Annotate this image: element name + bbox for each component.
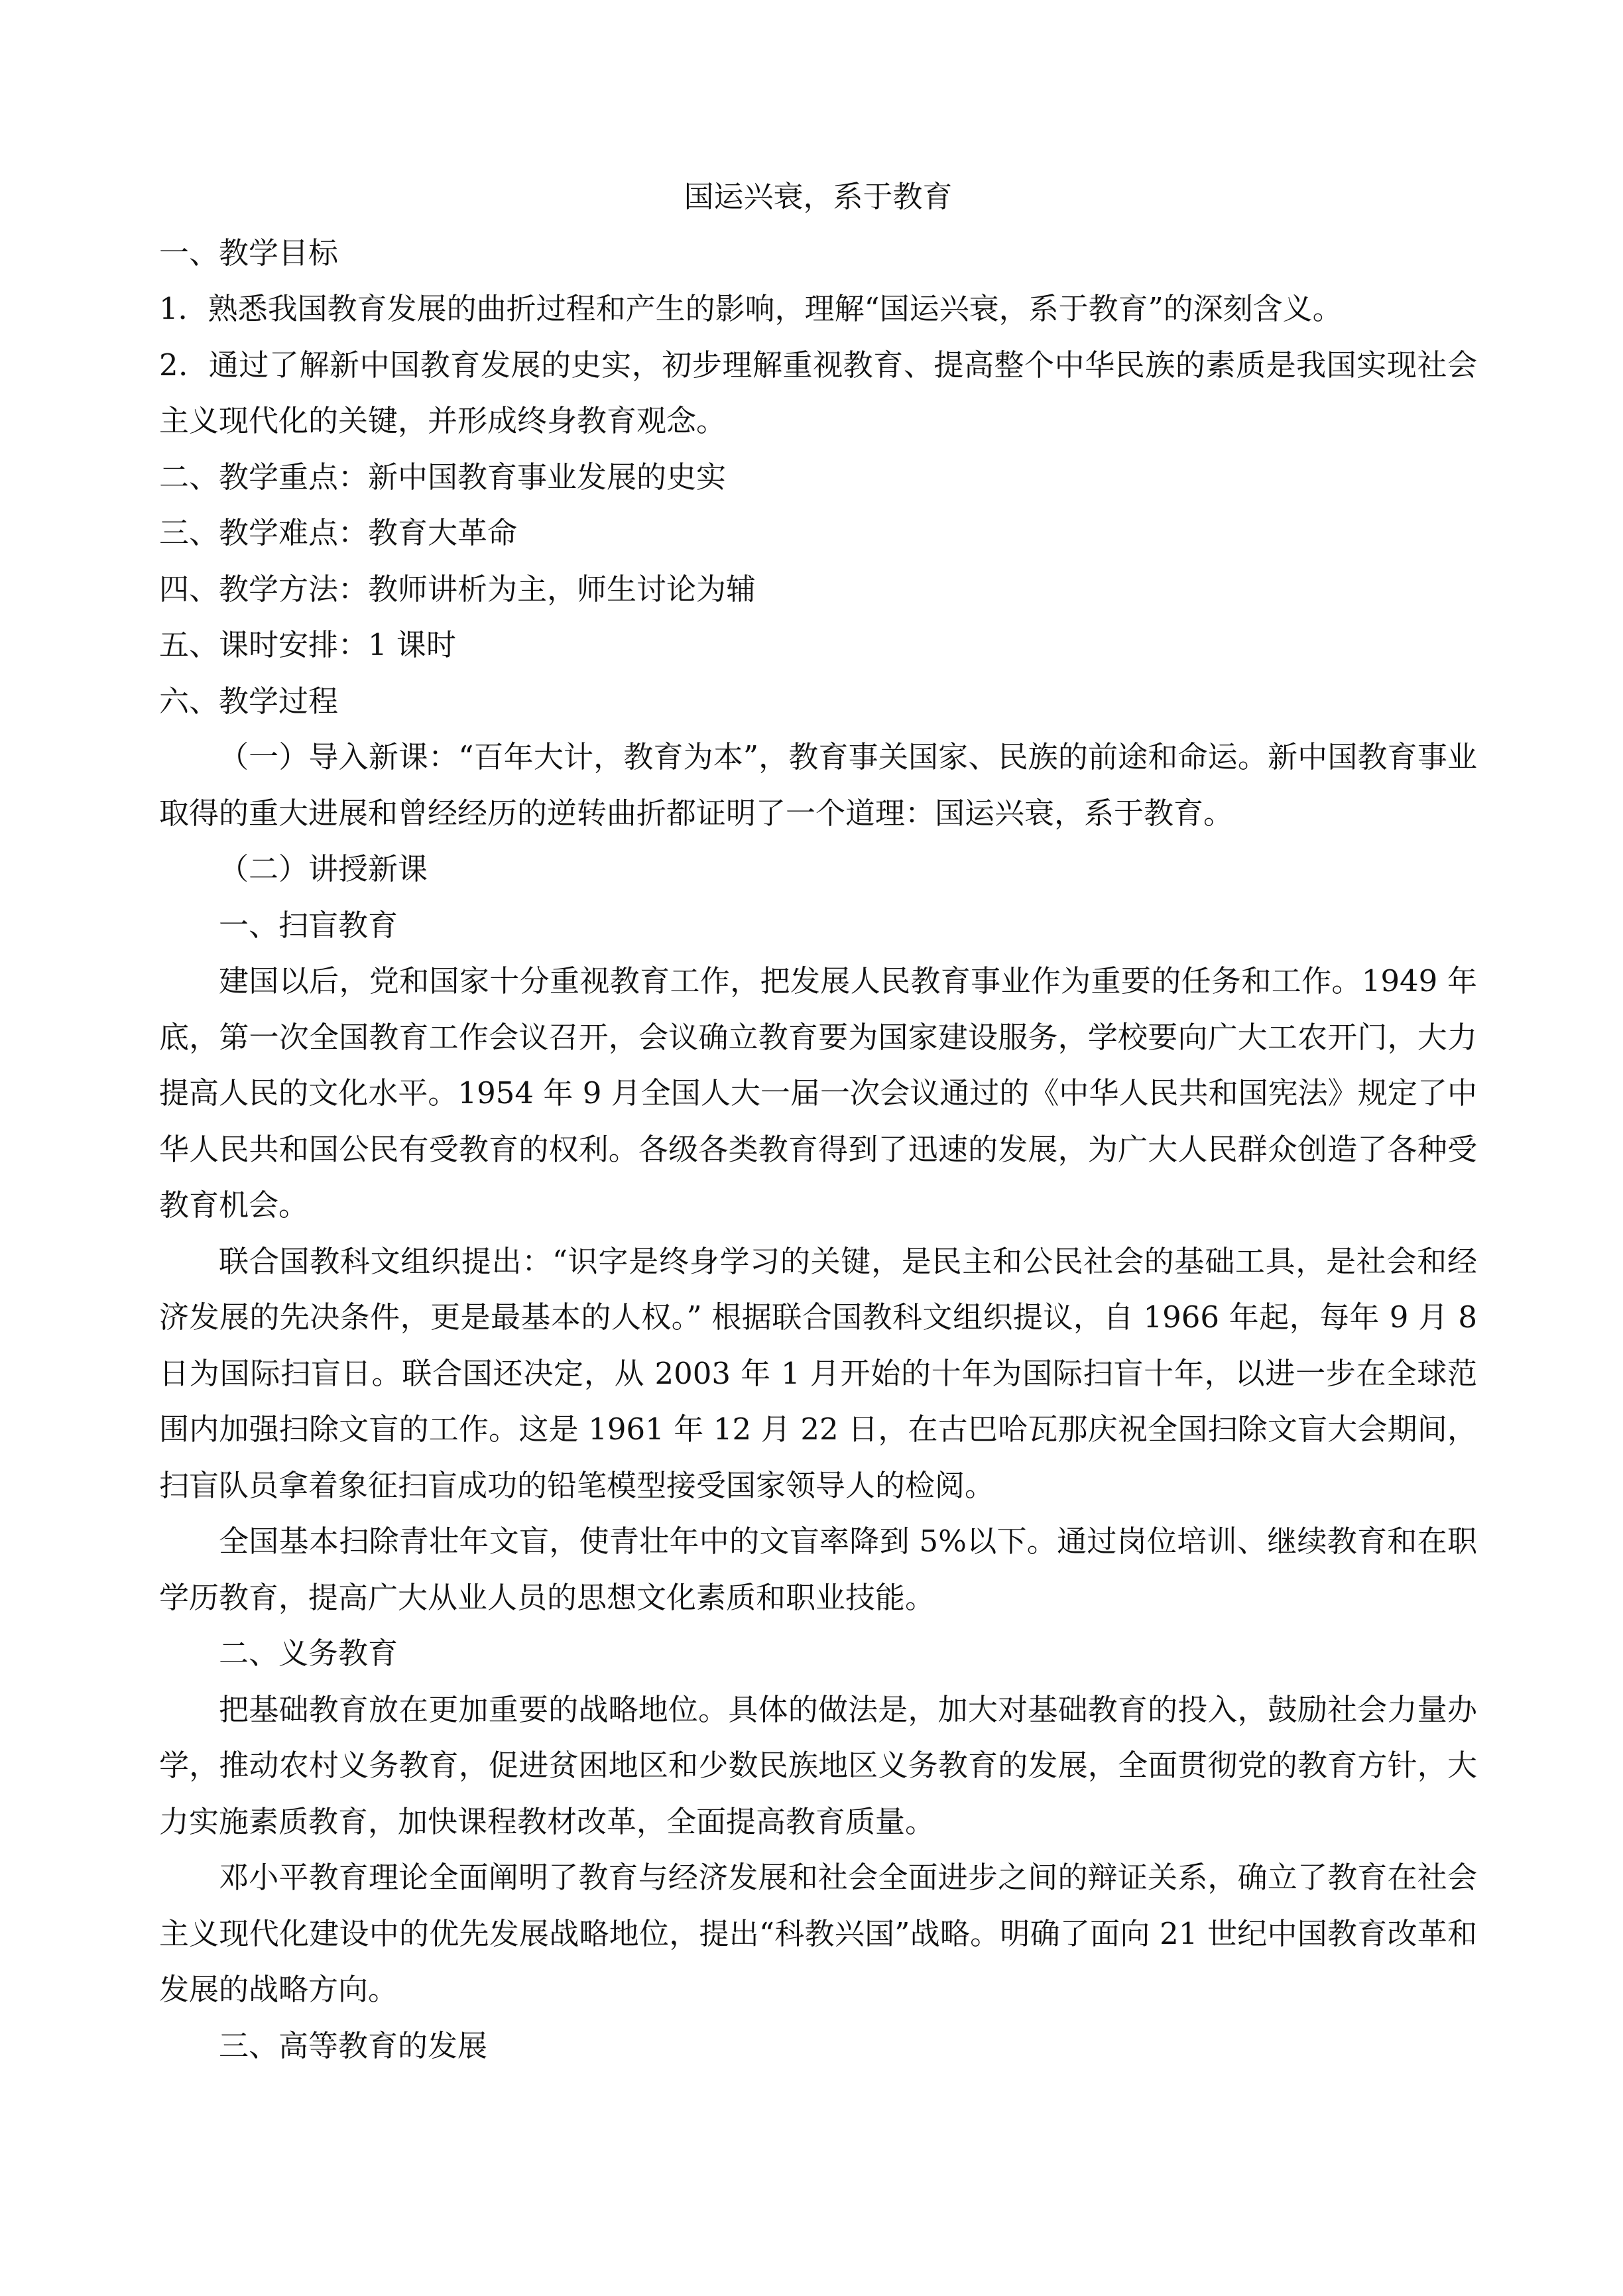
part2-heading: 二、义务教育: [219, 1636, 398, 1671]
part1-heading: 一、扫盲教育: [219, 907, 398, 943]
part1-paragraph-3: 全国基本扫除青壮年文盲，使青壮年中的文盲率降到 5%以下。通过岗位培训、继续教育和在职学历教育，提高广大从业人员的思想文化素质和职业技能。: [159, 1524, 1477, 1615]
objective-item-2: 2．通过了解新中国教育发展的史实，初步理解重视教育、提高整个中华民族的素质是我国实现社会主义现代化的关键，并形成终身教育观念。: [159, 347, 1477, 438]
new-lesson-heading: （二）讲授新课: [219, 851, 428, 886]
part2-paragraph-1: 把基础教育放在更加重要的战略地位。具体的做法是，加大对基础教育的投入，鼓励社会力量办学，推动农村义务教育，促进贫困地区和少数民族地区义务教育的发展，全面贯彻党的教育方针，大力实施素质教育，加快课程教材改革，全面提高教育质量。: [159, 1691, 1477, 1839]
section-objectives-heading: 一、教学目标: [159, 235, 339, 271]
part3-heading: 三、高等教育的发展: [219, 2027, 488, 2063]
section-difficulties: 三、教学难点：教育大革命: [159, 515, 518, 550]
section-schedule: 五、课时安排：1 课时: [159, 627, 456, 662]
intro-paragraph: （一）导入新课：“百年大计，教育为本”，教育事关国家、民族的前途和命运。新中国教育事业取得的重大进展和曾经经历的逆转曲折都证明了一个道理：国运兴衰，系于教育。: [159, 739, 1477, 831]
part1-paragraph-1: 建国以后，党和国家十分重视教育工作，把发展人民教育事业作为重要的任务和工作。1949 年底，第一次全国教育工作会议召开，会议确立教育要为国家建设服务，学校要向广大工农开门，大力提高人民的文化水平。1954 年 9 月全国人大一届一次会议通过的《中华人民共和国宪法》规定了中华人民共和国公民有受教育的权利。各级各类教育得到了迅速的发展，为广大人民群众创造了各种受教育机会。: [159, 963, 1477, 1223]
document-title: 国运兴衰，系于教育: [684, 179, 953, 214]
objective-item-1: 1．熟悉我国教育发展的曲折过程和产生的影响，理解“国运兴衰，系于教育”的深刻含义。: [159, 291, 1343, 326]
section-key-points: 二、教学重点：新中国教育事业发展的史实: [159, 459, 727, 495]
part1-paragraph-2: 联合国教科文组织提出：“识字是终身学习的关键，是民主和公民社会的基础工具，是社会和经济发展的先决条件，更是最基本的人权。” 根据联合国教科文组织提议，自 1966 年起，每年 9 月 8 日为国际扫盲日。联合国还决定，从 2003 年 1 月开始的十年为国际扫盲十年，以进一步在全球范围内加强扫除文盲的工作。这是 1961 年 12 月 22 日，在古巴哈瓦那庆祝全国扫除文盲大会期间，扫盲队员拿着象征扫盲成功的铅笔模型接受国家领导人的检阅。: [159, 1243, 1477, 1503]
section-process-heading: 六、教学过程: [159, 683, 339, 719]
part2-paragraph-2: 邓小平教育理论全面阐明了教育与经济发展和社会全面进步之间的辩证关系，确立了教育在社会主义现代化建设中的优先发展战略地位，提出“科教兴国”战略。明确了面向 21 世纪中国教育改革和发展的战略方向。: [159, 1860, 1477, 2007]
section-methods: 四、教学方法：教师讲析为主，师生讨论为辅: [159, 571, 756, 607]
